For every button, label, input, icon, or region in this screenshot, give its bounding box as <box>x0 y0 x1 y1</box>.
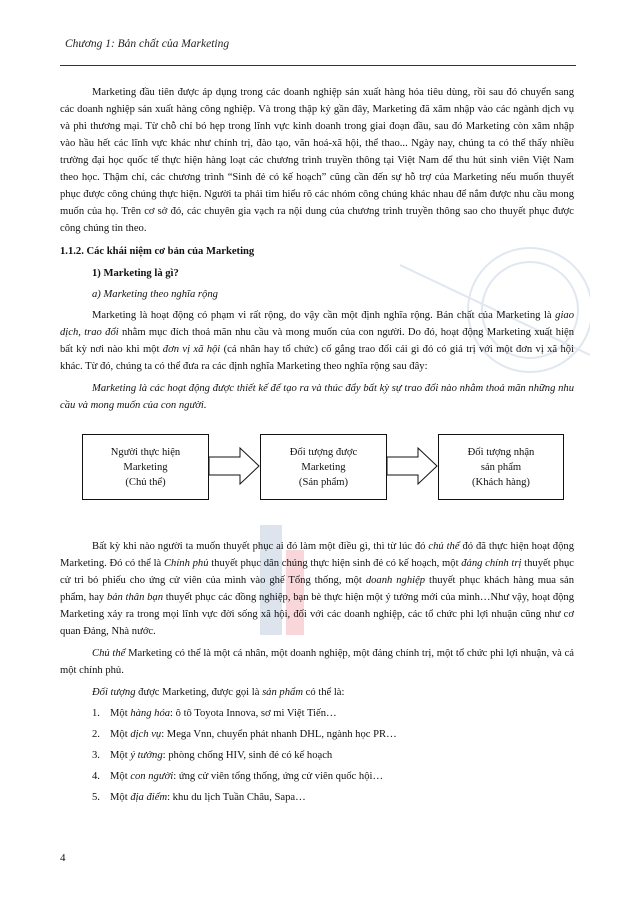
text-run: : Mega Vnn, chuyển phát nhanh DHL, ngành học PR… <box>161 729 397 740</box>
main-content <box>60 84 574 806</box>
diagram-box-line: Đối tượng được <box>289 446 358 458</box>
page-number: 4 <box>60 852 66 864</box>
object-paragraph <box>60 684 574 701</box>
emphasis-term: chủ thể <box>428 541 460 552</box>
list-item <box>60 705 574 722</box>
text-run: thuyết phục khách hàng mua sản phẩm, hay <box>60 575 575 603</box>
chapter-header: Chương 1: Bản chất của Marketing <box>65 38 230 50</box>
text-run: : ứng cử viên tổng thống, ứng cử viên quốc hội… <box>173 771 384 782</box>
diagram-box-customer <box>438 434 564 500</box>
text-run: Marketing là hoạt động có phạm vi rất rộng, do vậy cần một định nghĩa rộng. Bản chất của Marketing là <box>92 310 556 321</box>
list-number: 4. <box>92 771 100 782</box>
list-text <box>110 705 337 722</box>
list-item <box>60 747 574 764</box>
list-text <box>110 789 306 806</box>
list-number: 1. <box>92 708 100 719</box>
list-item <box>60 768 574 785</box>
emphasis-term: con người <box>130 771 174 782</box>
subsection-heading: a) Marketing theo nghĩa rộng <box>92 289 218 300</box>
text-run: : khu du lịch Tuần Châu, Sapa… <box>167 792 306 803</box>
intro-paragraph: Marketing đầu tiên được áp dụng trong các doanh nghiệp sản xuất hàng hóa tiêu dùng, rồi sau đó chuyển sang các doanh nghiệp sản xuất hàng công nghiệp. Và trong thập kỷ gần đây, Marketing đã xâm nhập vào các ngành dịch vụ và phi thương mại. Từ chỗ chỉ bó hẹp trong lĩnh vực kinh doanh trong giai đoạn đầu, sau đó Marketing còn xâm nhập vào hầu hết các lĩnh vực khác như chính trị, đào tạo, văn hoá-xã hội, thể thao... Ngày nay, chúng ta có thể thấy nhiều trường đại học quốc tế thực hiện hàng loạt các chương trình truyền thông tại Việt Nam để thu hút sinh viên Việt Nam theo học. Thậm chí, các chương trình “Sinh đẻ có kế hoạch” cũng cần đến sự hỗ trợ của Marketing nếu muốn thuyết phục được công chúng thực hiện. Người ta phải tìm hiểu rõ các nhóm công chúng khác nhau để nắm được nhu cầu mong muốn của họ. Trên cơ sở đó, các chuyên gia vạch ra nội dung của chương trình truyền thông sao cho thuyết phục được công chúng tin theo. <box>60 87 574 234</box>
definition-quote: Marketing là các hoạt động được thiết kế để tạo ra và thúc đẩy bất kỳ sự trao đổi nào nhằm thoả mãn những nhu cầu và mong muốn của con người. <box>60 383 574 411</box>
text-run: nhằm mục đích thoả mãn nhu cầu và mong muốn của con người. Do đó, hoạt động Marketing xuất hiện bất kỳ nơi nào khi một <box>60 327 575 355</box>
example-paragraph <box>60 538 574 640</box>
emphasis-term: đơn vị xã hội <box>162 344 221 355</box>
arrow-right-icon <box>386 447 438 485</box>
text-run: Một <box>110 792 131 803</box>
emphasis-term: bản thân bạn <box>106 592 164 603</box>
question-heading: 1) Marketing là gì? <box>92 268 179 279</box>
list-number: 5. <box>92 792 100 803</box>
diagram-box-product <box>260 434 387 500</box>
broad-definition-paragraph <box>60 307 574 375</box>
text-run: thuyết phục các đồng nghiệp, bạn bè thực hiện một ý tưởng mới của mình…Như vậy, hoạt động Marketing xảy ra trong mọi lĩnh vực đời sống xã hội, đối với các doanh nghiệp, các tổ chức phi lợi nhuận cũng như cơ quan Đảng, Nhà nước. <box>60 592 575 637</box>
text-run: được Marketing, được gọi là <box>135 687 263 698</box>
text-run: Một <box>110 771 131 782</box>
emphasis-term: giao dịch, trao đổi <box>60 310 574 338</box>
list-number: 2. <box>92 729 100 740</box>
header-divider <box>60 65 576 66</box>
text-run: Một <box>110 729 131 740</box>
diagram-box-line: (Chủ thể) <box>125 476 166 488</box>
text-run: thuyết phục cử tri bỏ phiếu cho ứng cử viên của mình vào ghế Tổng thống, một <box>60 558 574 586</box>
text-run: Marketing có thể là một cá nhân, một doanh nghiệp, một đảng chính trị, một tổ chức phi lợi nhuận, và cả một chính phủ. <box>60 648 574 676</box>
diagram-box-line: Marketing <box>301 461 346 473</box>
text-run: thuyết phục dân chúng thực hiện sinh đẻ có kế hoạch, một <box>208 558 462 569</box>
text-run: Một <box>110 708 131 719</box>
emphasis-term: địa điểm <box>130 792 168 803</box>
text-run: : phòng chống HIV, sinh đẻ có kế hoạch <box>162 750 333 761</box>
text-run: : ô tô Toyota Innova, sơ mi Việt Tiến… <box>170 708 337 719</box>
diagram-box-line: Người thực hiện <box>110 446 181 458</box>
diagram-box-line: (Khách hàng) <box>472 476 530 488</box>
list-item <box>60 789 574 806</box>
text-run: (cá nhân hay tổ chức) cố gắng trao đổi cái gì đó có giá trị với một đơn vị xã hội khác. Từ đó, chúng ta có thể đưa ra các định nghĩa Marketing theo nghĩa rộng sau đây: <box>60 344 575 372</box>
diagram-box-line: Đối tượng nhận <box>467 446 535 458</box>
list-item <box>60 726 574 743</box>
list-text <box>110 747 332 764</box>
subject-paragraph <box>60 645 574 679</box>
diagram-box-line: sản phẩm <box>480 461 522 473</box>
arrow-right-icon <box>208 447 260 485</box>
emphasis-term: Chính phủ <box>163 558 209 569</box>
list-text <box>110 726 397 743</box>
emphasis-term: doanh nghiệp <box>365 575 426 586</box>
emphasis-term: sản phẩm <box>262 687 303 698</box>
diagram-box-line: (Sản phẩm) <box>298 476 349 488</box>
list-number: 3. <box>92 750 100 761</box>
text-run: Bất kỳ khi nào người ta muốn thuyết phục ai đó làm một điều gì, thì từ lúc đó <box>92 541 429 552</box>
section-heading: 1.1.2. Các khái niệm cơ bản của Marketing <box>60 246 255 257</box>
emphasis-term: hàng hóa <box>130 708 171 719</box>
emphasis-term: ý tưởng <box>130 750 163 761</box>
text-run: đó đã thực hiện hoạt động Marketing. Đó có thể là <box>60 541 574 569</box>
text-run: có thể là: <box>302 687 345 698</box>
list-text <box>110 768 383 785</box>
product-list <box>60 705 574 806</box>
text-run: Một <box>110 750 131 761</box>
emphasis-term: dịch vụ <box>130 729 162 740</box>
emphasis-term: Chủ thể <box>92 648 126 659</box>
emphasis-term: Đối tượng <box>92 687 136 698</box>
emphasis-term: đảng chính trị <box>461 558 522 569</box>
diagram-box-subject <box>82 434 209 500</box>
marketing-flow-diagram <box>60 424 574 528</box>
diagram-box-line: Marketing <box>123 461 168 473</box>
